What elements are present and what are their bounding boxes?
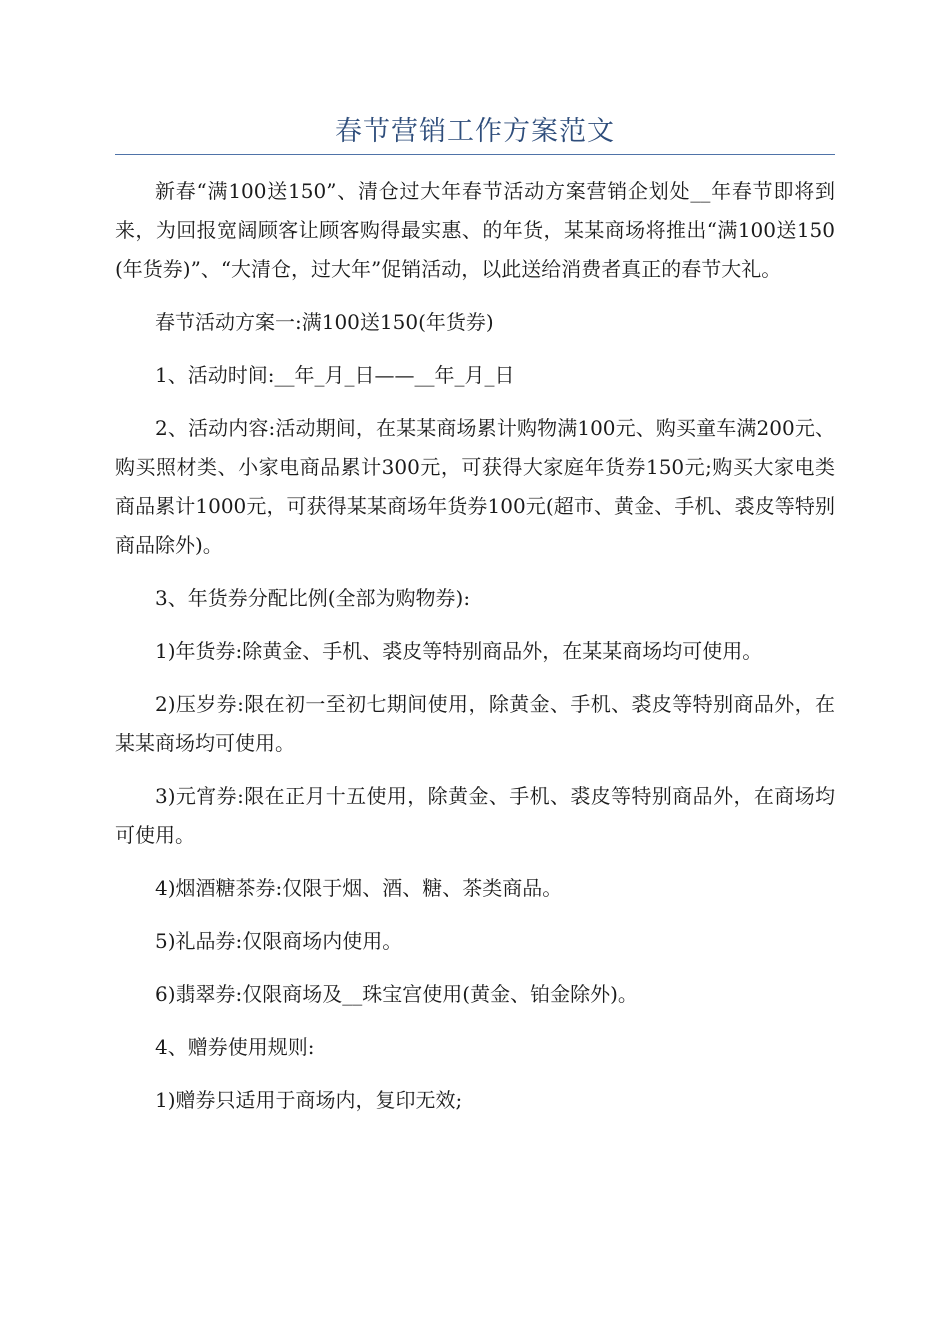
- paragraph-usage-rules: 4、赠券使用规则:: [155, 1035, 315, 1059]
- paragraph-activity-content: 2、活动内容:活动期间，在某某商场累计购物满100元、购买童车满200元、购买照材类、小家电商品累计300元，可获得大家庭年货券150元;购买大家电类商品累计1000元，可获得某某商场年货券100元(超市、黄金、手机、裘皮等特别商品除外)。: [115, 416, 835, 557]
- paragraph-rule-one: 1)赠券只适用于商场内，复印无效;: [155, 1088, 463, 1112]
- document-body: [115, 172, 835, 1134]
- paragraph-voucher-lantern: 3)元宵券:限在正月十五使用，除黄金、手机、裘皮等特别商品外，在商场均可使用。: [115, 784, 835, 847]
- title-underline: [115, 154, 835, 155]
- paragraph-plan-one-heading: 春节活动方案一:满100送150(年货券): [155, 310, 494, 334]
- paragraph-voucher-ratio: 3、年货券分配比例(全部为购物券):: [155, 586, 471, 610]
- paragraph-voucher-jade: 6)翡翠券:仅限商场及__珠宝宫使用(黄金、铂金除外)。: [155, 982, 638, 1006]
- paragraph-voucher-tobacco: 4)烟酒糖茶券:仅限于烟、酒、糖、茶类商品。: [155, 876, 563, 900]
- paragraph-activity-time: 1、活动时间:__年_月_日——__年_月_日: [155, 363, 515, 387]
- paragraph-voucher-gift: 5)礼品券:仅限商场内使用。: [155, 929, 403, 953]
- document-title: 春节营销工作方案范文: [335, 116, 615, 147]
- paragraph-voucher-luckymoney: 2)压岁券:限在初一至初七期间使用，除黄金、手机、裘皮等特别商品外，在某某商场均可使用。: [115, 692, 835, 755]
- paragraph-intro: 新春“满100送150”、清仓过大年春节活动方案营销企划处__年春节即将到来，为回报宽阔顾客让顾客购得最实惠、的年货，某某商场将推出“满100送150(年货券)”、“大清仓，过大年”促销活动，以此送给消费者真正的春节大礼。: [115, 179, 835, 281]
- paragraph-voucher-newyear: 1)年货券:除黄金、手机、裘皮等特别商品外，在某某商场均可使用。: [155, 639, 763, 663]
